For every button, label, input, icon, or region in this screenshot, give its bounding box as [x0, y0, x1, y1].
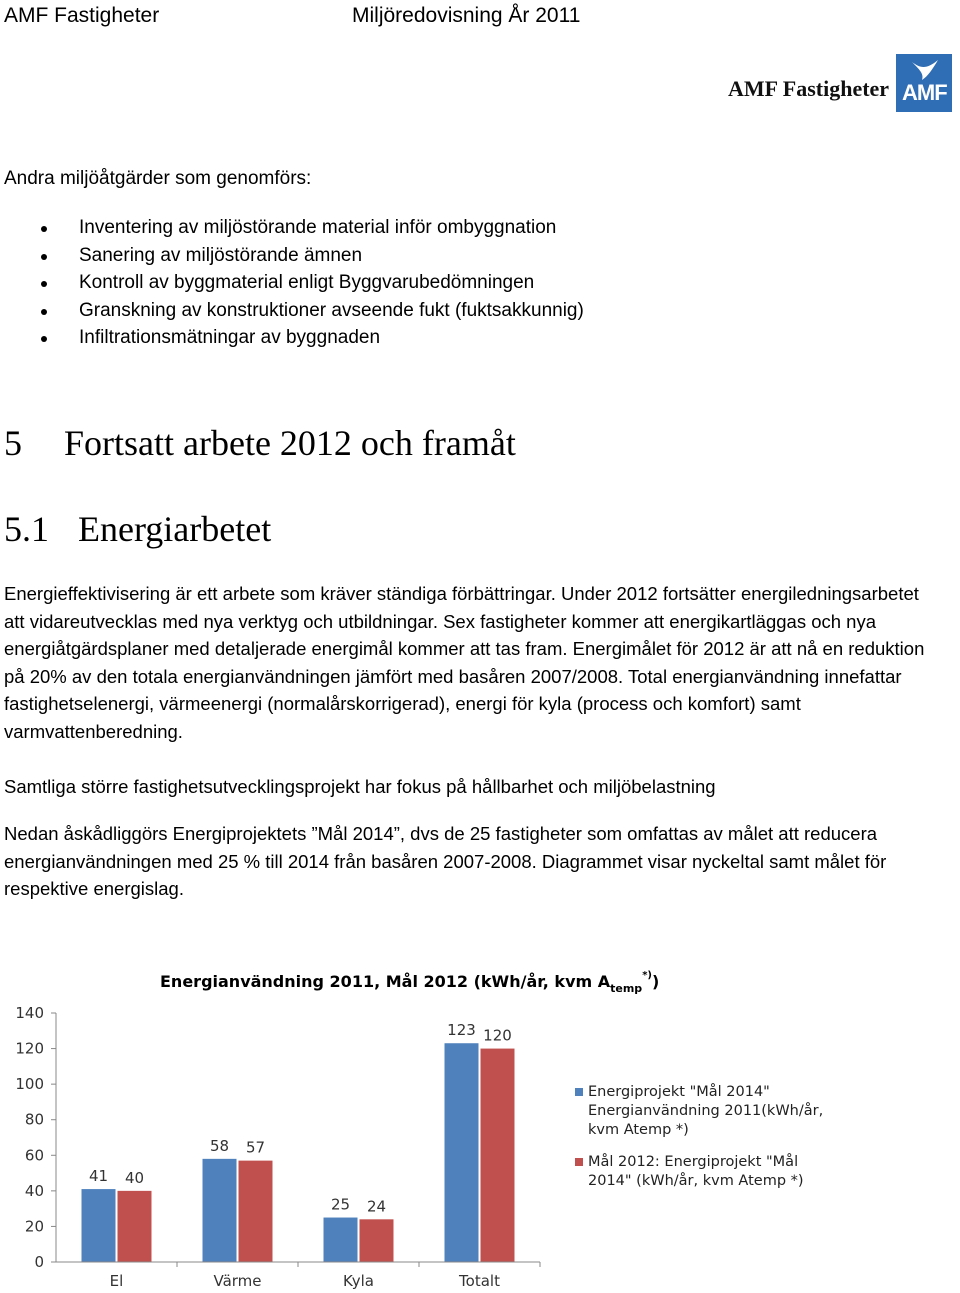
section-heading [4, 422, 516, 464]
intro-text: Andra miljöåtgärder som genomförs: [4, 168, 312, 189]
measures-list [0, 214, 584, 352]
paragraph-energy: Energieffektivisering är ett arbete som kräver ständiga förbättringar. Under 2012 fortsätter energiledningsarbetet att vidareutvecklas med nya verktyg och utbildningar. Sex fastigheter kommer att energikartläggas och nya energiåtgärdsplaner med detaljerade energimål kommer att tas fram. Energimålet för 2012 är att nå en reduktion på 20% av den totala energianvändningen jämfört med basåren 2007/2008. Total energianvändning innefattar fastighetselenergi, värmeenergi (normalårskorrigerad), energi för kyla (process och komfort) samt varmvattenberedning. [4, 583, 925, 742]
list-item: Granskning av konstruktioner avseende fukt (fuktsakkunnig) [0, 297, 584, 325]
list-item: Kontroll av byggmaterial enligt Byggvarubedömningen [0, 269, 584, 297]
data-label: 40 [124, 1168, 145, 1187]
swallow-icon [910, 58, 940, 82]
data-label: 25 [330, 1195, 351, 1214]
legend-swatch [575, 1158, 583, 1166]
list-item: Infiltrationsmätningar av byggnaden [0, 324, 584, 352]
subsection-number: 5.1 [4, 509, 49, 549]
section-number: 5 [4, 423, 22, 463]
logo-wordmark: AMF Fastigheter [728, 76, 890, 101]
bullet-icon [41, 226, 47, 232]
list-item: Sanering av miljöstörande ämnen [0, 242, 584, 270]
subsection-heading [4, 508, 272, 550]
y-tick-label: 140 [15, 1004, 44, 1022]
subsection-title: Energiarbetet [78, 509, 272, 549]
y-tick-label: 20 [24, 1217, 44, 1236]
bars [82, 1021, 515, 1262]
y-tick-label: 100 [15, 1075, 44, 1094]
bullet-icon [41, 281, 47, 287]
bar [239, 1161, 273, 1262]
x-tick-label: Kyla [343, 1272, 374, 1290]
legend-swatch [575, 1088, 583, 1096]
bar [324, 1218, 358, 1262]
legend-label: Energianvändning 2011(kWh/år, [588, 1103, 824, 1119]
x-tick-label: El [109, 1272, 124, 1290]
data-label: 57 [245, 1138, 266, 1157]
paragraph-goal: Nedan åskådliggörs Energiprojektets ”Mål 2014”, dvs de 25 fastigheter som omfattas av målet att reducera energianvändningen med 25 % till 2014 från basåren 2007-2008. Diagrammet visar nyckeltal samt målet för respektive energislag. [4, 823, 887, 899]
bar [118, 1191, 152, 1262]
paragraph-projects: Samtliga större fastighetsutvecklingsprojekt har fokus på hållbarhet och miljöbelastning [4, 776, 716, 797]
bar [82, 1189, 116, 1262]
legend-label: kvm Atemp *) [588, 1122, 689, 1138]
y-axis [15, 1004, 56, 1271]
header-report-title: Miljöredovisning År 2011 [352, 4, 581, 27]
legend [575, 1083, 823, 1189]
data-label: 58 [209, 1136, 230, 1155]
bar [445, 1043, 479, 1262]
bullet-icon [41, 309, 47, 315]
legend-label: Energiprojekt "Mål 2014" [588, 1084, 770, 1100]
bullet-icon [41, 336, 47, 342]
section-title: Fortsatt arbete 2012 och framåt [64, 423, 516, 463]
y-tick-label: 0 [34, 1253, 44, 1271]
legend-label: Mål 2012: Energiprojekt "Mål [588, 1154, 799, 1170]
bar [481, 1049, 515, 1262]
bullet-icon [41, 254, 47, 260]
y-tick-label: 60 [24, 1146, 44, 1165]
data-label: 24 [366, 1197, 387, 1216]
bar [360, 1219, 394, 1262]
legend-label: 2014" (kWh/år, kvm Atemp *) [588, 1173, 804, 1189]
y-tick-label: 120 [15, 1039, 44, 1058]
list-item: Inventering av miljöstörande material inför ombyggnation [0, 214, 584, 242]
data-label: 120 [483, 1026, 512, 1045]
y-tick-label: 40 [24, 1181, 44, 1200]
x-axis [56, 1262, 540, 1290]
data-label: 123 [447, 1021, 476, 1040]
y-tick-label: 80 [24, 1110, 44, 1129]
logo-badge [896, 54, 952, 112]
data-label: 41 [88, 1167, 109, 1186]
x-tick-label: Värme [213, 1272, 262, 1290]
bar [203, 1159, 237, 1262]
energy-chart [0, 960, 960, 1293]
header-company: AMF Fastigheter [4, 4, 160, 27]
chart-title: Energianvändning 2011, Mål 2012 (kWh/år, kvm $A_{temp}^{*)}$) [160, 970, 660, 995]
x-tick-label: Totalt [459, 1272, 500, 1290]
logo-badge-text: AMF [902, 80, 947, 105]
